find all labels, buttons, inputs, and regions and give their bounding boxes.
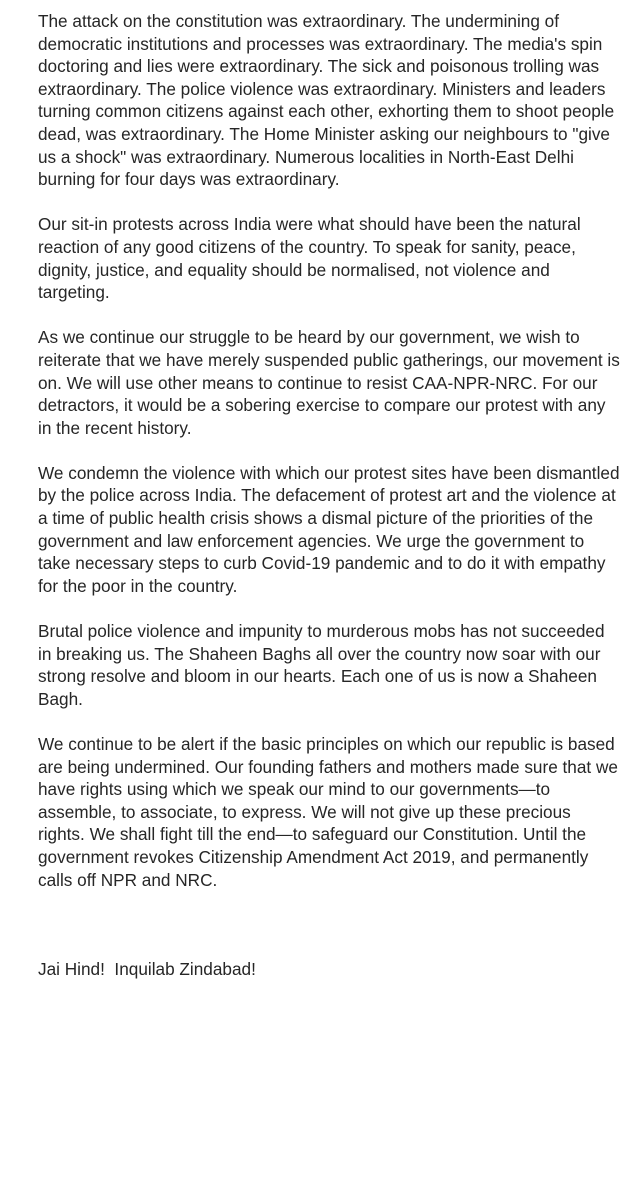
paragraph-sit-in-protests: Our sit-in protests across India were what should have been the natural reaction of any good citizens of the country. To speak for sanity, peace, dignity, justice, and equality should be normalised, not violence and targeting. [38, 214, 581, 303]
paragraph-shaheen-bagh: Brutal police violence and impunity to murderous mobs has not succeeded in breaking us. The Shaheen Baghs all over the country now soar with our strong resolve and bloom in our hearts. Each one of us is now a Shaheen Bagh. [38, 621, 605, 709]
paragraph-basic-principles: We continue to be alert if the basic principles on which our republic is based are being undermined. Our founding fathers and mothers made sure that we have rights using which we speak our mind to our governments—to assemble, to associate, to express. We will not give up these precious rights. We shall fight till the end—to safeguard our Constitution. Until the government revokes Citizenship Amendment Act 2019, and permanently calls off NPR and NRC. [38, 734, 618, 890]
paragraph-continue-struggle: As we continue our struggle to be heard by our government, we wish to reiterate that we have merely suspended public gatherings, our movement is on. We will use other means to continue to resist CAA-NPR-NRC. For our detractors, it would be a sobering exercise to compare our protest with any in the recent history. [38, 327, 620, 438]
paragraph-extraordinary: The attack on the constitution was extraordinary. The undermining of democratic institutions and processes was extraordinary. The media's spin doctoring and lies were extraordinary. The sick and poisonous trolling was extraordinary. The police violence was extraordinary. Ministers and leaders turning common citizens against each other, exhorting them to shoot people dead, was extraordinary. The Home Minister asking our neighbours to "give us a shock" was extraordinary. Numerous localities in North-East Delhi burning for four days was extraordinary. [38, 11, 615, 190]
paragraph-condemn-violence: We condemn the violence with which our protest sites have been dismantled by the police across India. The defacement of protest art and the violence at a time of public health crisis shows a dismal picture of the priorities of the government and law enforcement agencies. We urge the government to take necessary steps to curb Covid-19 pandemic and to do it with empathy for the poor in the country. [38, 462, 620, 596]
closing-slogan: Jai Hind! Inquilab Zindabad! [38, 959, 256, 980]
